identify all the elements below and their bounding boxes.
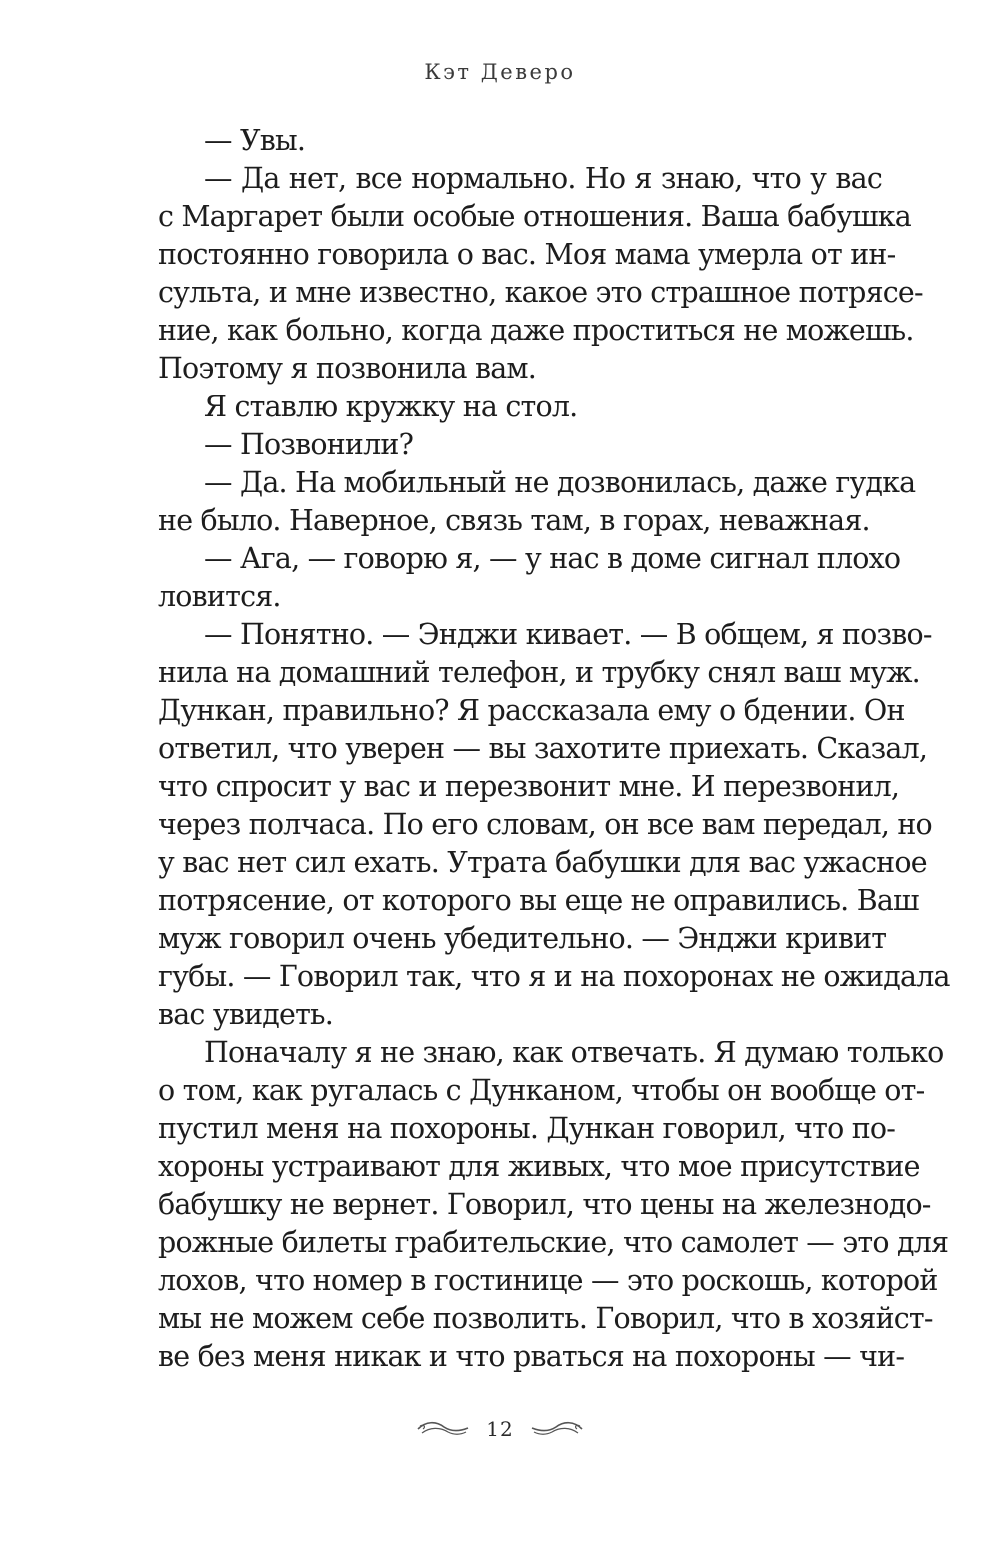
text-line: муж говорил очень убедительно. — Энджи кривит: [158, 922, 887, 955]
body-text: [158, 122, 950, 1376]
text-line: с Маргарет были особые отношения. Ваша бабушка: [158, 200, 911, 233]
text-line: ответил, что уверен — вы захотите приехать. Сказал,: [158, 732, 928, 765]
text-line: через полчаса. По его словам, он все вам передал, но: [158, 808, 932, 841]
text-line: — Понятно. — Энджи кивает. — В общем, я позво-: [204, 618, 932, 651]
text-line: нила на домашний телефон, и трубку снял ваш муж.: [158, 656, 920, 689]
text-line: — Увы.: [204, 124, 306, 157]
text-line: мы не можем себе позволить. Говорил, что в хозяйст-: [158, 1302, 933, 1335]
text-line: — Да. На мобильный не дозвонилась, даже гудка: [204, 466, 916, 499]
text-line: о том, как ругалась с Дунканом, чтобы он вообще от-: [158, 1074, 925, 1107]
text-line: бабушку не вернет. Говорил, что цены на железнодо-: [158, 1188, 931, 1221]
text-line: Поначалу я не знаю, как отвечать. Я думаю только: [204, 1036, 944, 1069]
flourish-right-icon: [530, 1419, 584, 1439]
text-line: — Да нет, все нормально. Но я знаю, что у вас: [204, 162, 882, 195]
text-line: что спросит у вас и перезвонит мне. И перезвонил,: [158, 770, 900, 803]
text-line: Я ставлю кружку на стол.: [204, 390, 578, 423]
folio: [0, 1417, 1000, 1441]
text-line: рожные билеты грабительские, что самолет — это для: [158, 1226, 949, 1259]
text-line: вас увидеть.: [158, 998, 334, 1031]
text-line: ние, как больно, когда даже проститься не можешь.: [158, 314, 914, 347]
flourish-left-icon: [416, 1419, 470, 1439]
text-line: ловится.: [158, 580, 281, 613]
text-line: — Позвонили?: [204, 428, 414, 461]
text-line: у вас нет сил ехать. Утрата бабушки для вас ужасное: [158, 846, 927, 879]
text-line: губы. — Говорил так, что я и на похоронах не ожидала: [158, 960, 950, 993]
text-line: лохов, что номер в гостинице — это роскошь, которой: [158, 1264, 938, 1297]
text-line: постоянно говорила о вас. Моя мама умерла от ин-: [158, 238, 896, 271]
running-head: Кэт Деверо: [424, 60, 576, 84]
text-line: сульта, и мне известно, какое это страшное потрясе-: [158, 276, 923, 309]
text-line: ве без меня никак и что рваться на похороны — чи-: [158, 1340, 905, 1373]
text-line: Дункан, правильно? Я рассказала ему о бдении. Он: [158, 694, 905, 727]
text-line: не было. Наверное, связь там, в горах, неважная.: [158, 504, 870, 537]
text-line: потрясение, от которого вы еще не оправились. Ваш: [158, 884, 919, 917]
text-line: пустил меня на похороны. Дункан говорил, что по-: [158, 1112, 896, 1145]
text-line: Поэтому я позвонила вам.: [158, 352, 537, 385]
text-line: — Ага, — говорю я, — у нас в доме сигнал плохо: [204, 542, 901, 575]
text-line: хороны устраивают для живых, что мое присутствие: [158, 1150, 920, 1183]
page-number: 12: [486, 1417, 514, 1441]
